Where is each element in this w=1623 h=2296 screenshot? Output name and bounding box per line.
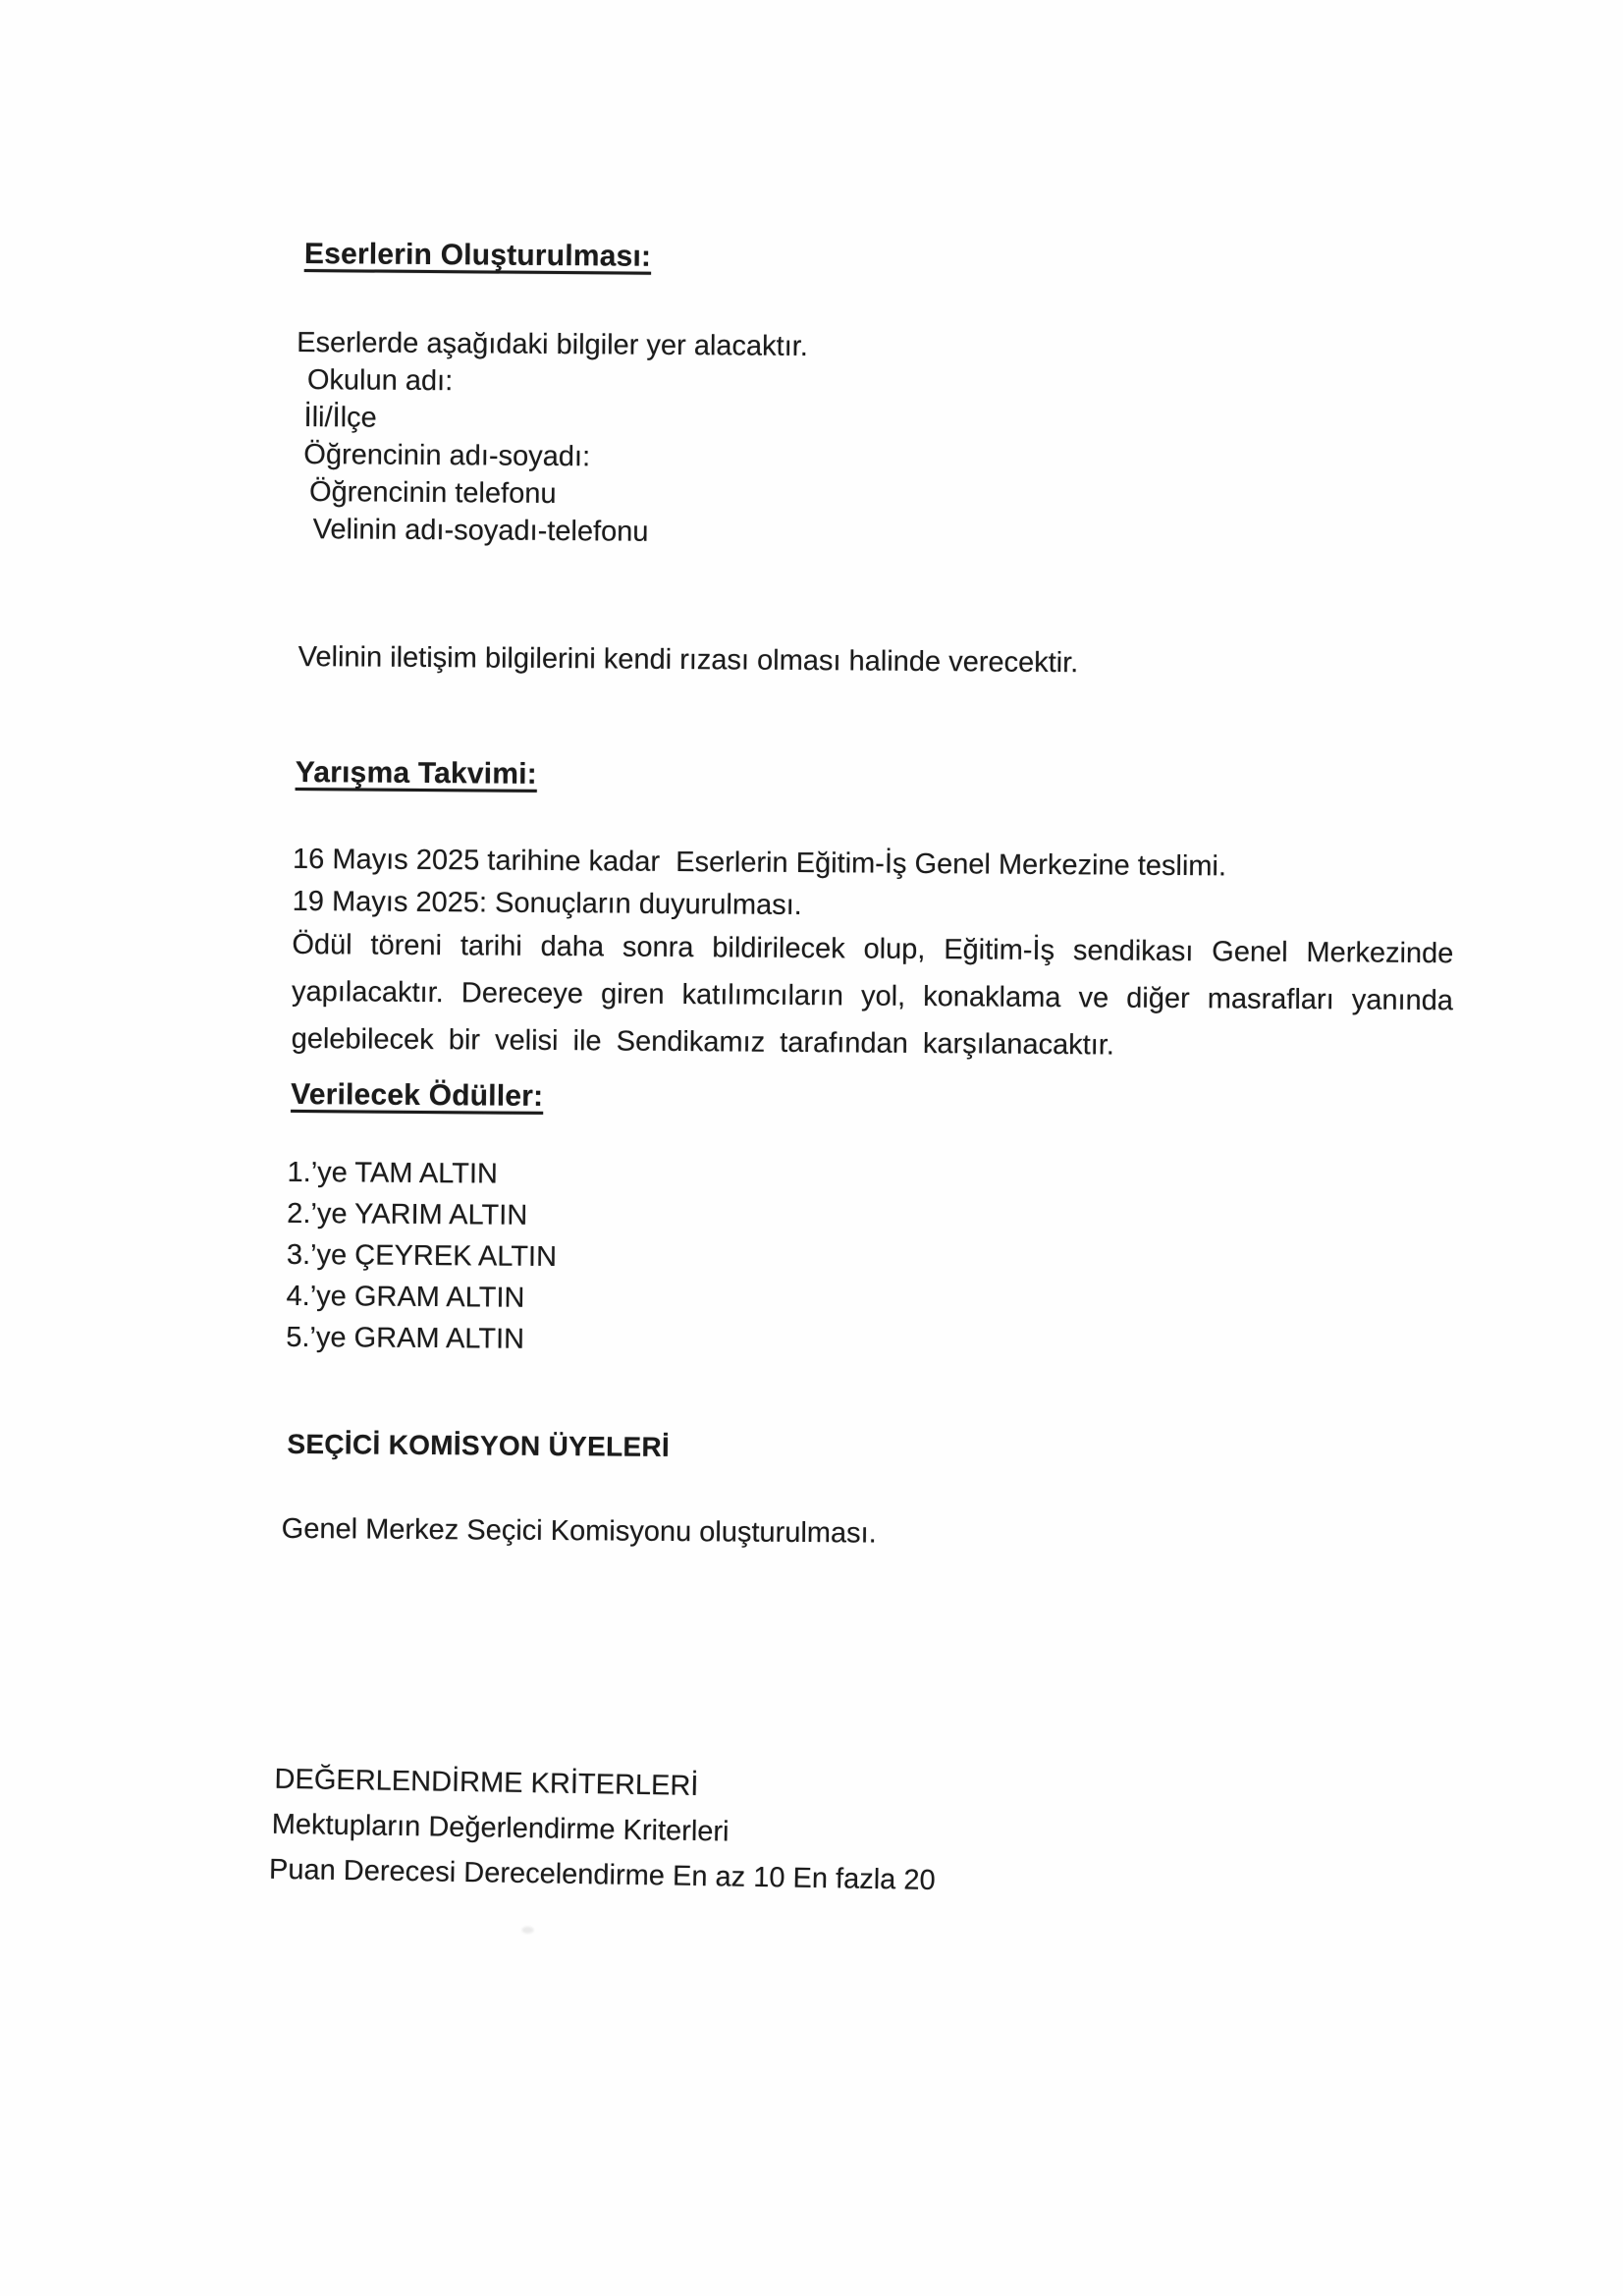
prize-line-5: 5.’ye GRAM ALTIN (286, 1321, 525, 1355)
eserler-intro-line: Eserlerde aşağıdaki bilgiler yer alacaktır. (297, 326, 808, 363)
field-ili-ilce: İli/İlçe (303, 402, 377, 434)
scan-smudge-artifact (522, 1927, 534, 1934)
kriterler-line-2: Mektupların Değerlendirme Kriterleri (271, 1808, 730, 1848)
veli-iletisim-note: Velinin iletişim bilgilerini kendi rızası olması halinde verecektir. (298, 640, 1079, 680)
kriterler-line-3: Puan Derecesi Derecelendirme En az 10 En fazla 20 (268, 1853, 936, 1896)
kriterler-line-1: DEĞERLENDİRME KRİTERLERİ (274, 1763, 699, 1802)
prize-line-2: 2.’ye YARIM ALTIN (287, 1197, 528, 1231)
takvim-sonuc-line: 19 Mayıs 2025: Sonuçların duyurulması. (292, 885, 802, 922)
takvim-teslim-line: 16 Mayıs 2025 tarihine kadar Eserlerin Eğitim-İş Genel Merkezine teslimi. (292, 843, 1227, 883)
field-ogrencinin-adi-soyadi: Öğrencinin adı-soyadı: (303, 439, 591, 473)
field-ogrencinin-telefonu: Öğrencinin telefonu (308, 476, 557, 511)
section-degerlendirme-kriterleri (268, 1761, 1158, 1923)
section-heading-eserlerin-olusturulmasi: Eserlerin Oluşturulması: (303, 238, 652, 273)
field-velinin-adi-soyadi-telefonu: Velinin adı-soyadı-telefonu (312, 514, 649, 548)
section-heading-secici-komisyon: SEÇİCİ KOMİSYON ÜYELERİ (287, 1428, 671, 1462)
odul-toreni-paragraph: Ödül töreni tarihi daha sonra bildirilecek olup, Eğitim-İş sendikası Genel Merkezinde yapılacaktır. Dereceye giren katılımcıların yol, konaklama ve diğer masrafları yanında gelebilecek bir velisi ile Sendikamız tarafından karşılanacaktır. (291, 928, 1454, 1062)
section-heading-yarisma-takvimi: Yarışma Takvimi: (295, 755, 538, 791)
komisyon-body-line: Genel Merkez Seçici Komisyonu oluşturulması. (281, 1512, 877, 1550)
prize-line-4: 4.’ye GRAM ALTIN (286, 1280, 525, 1314)
prize-line-1: 1.’ye TAM ALTIN (287, 1156, 499, 1190)
field-okulun-adi: Okulun adı: (306, 364, 454, 398)
section-heading-verilecek-oduller: Verilecek Ödüller: (291, 1077, 544, 1113)
prize-line-3: 3.’ye ÇEYREK ALTIN (286, 1238, 558, 1274)
